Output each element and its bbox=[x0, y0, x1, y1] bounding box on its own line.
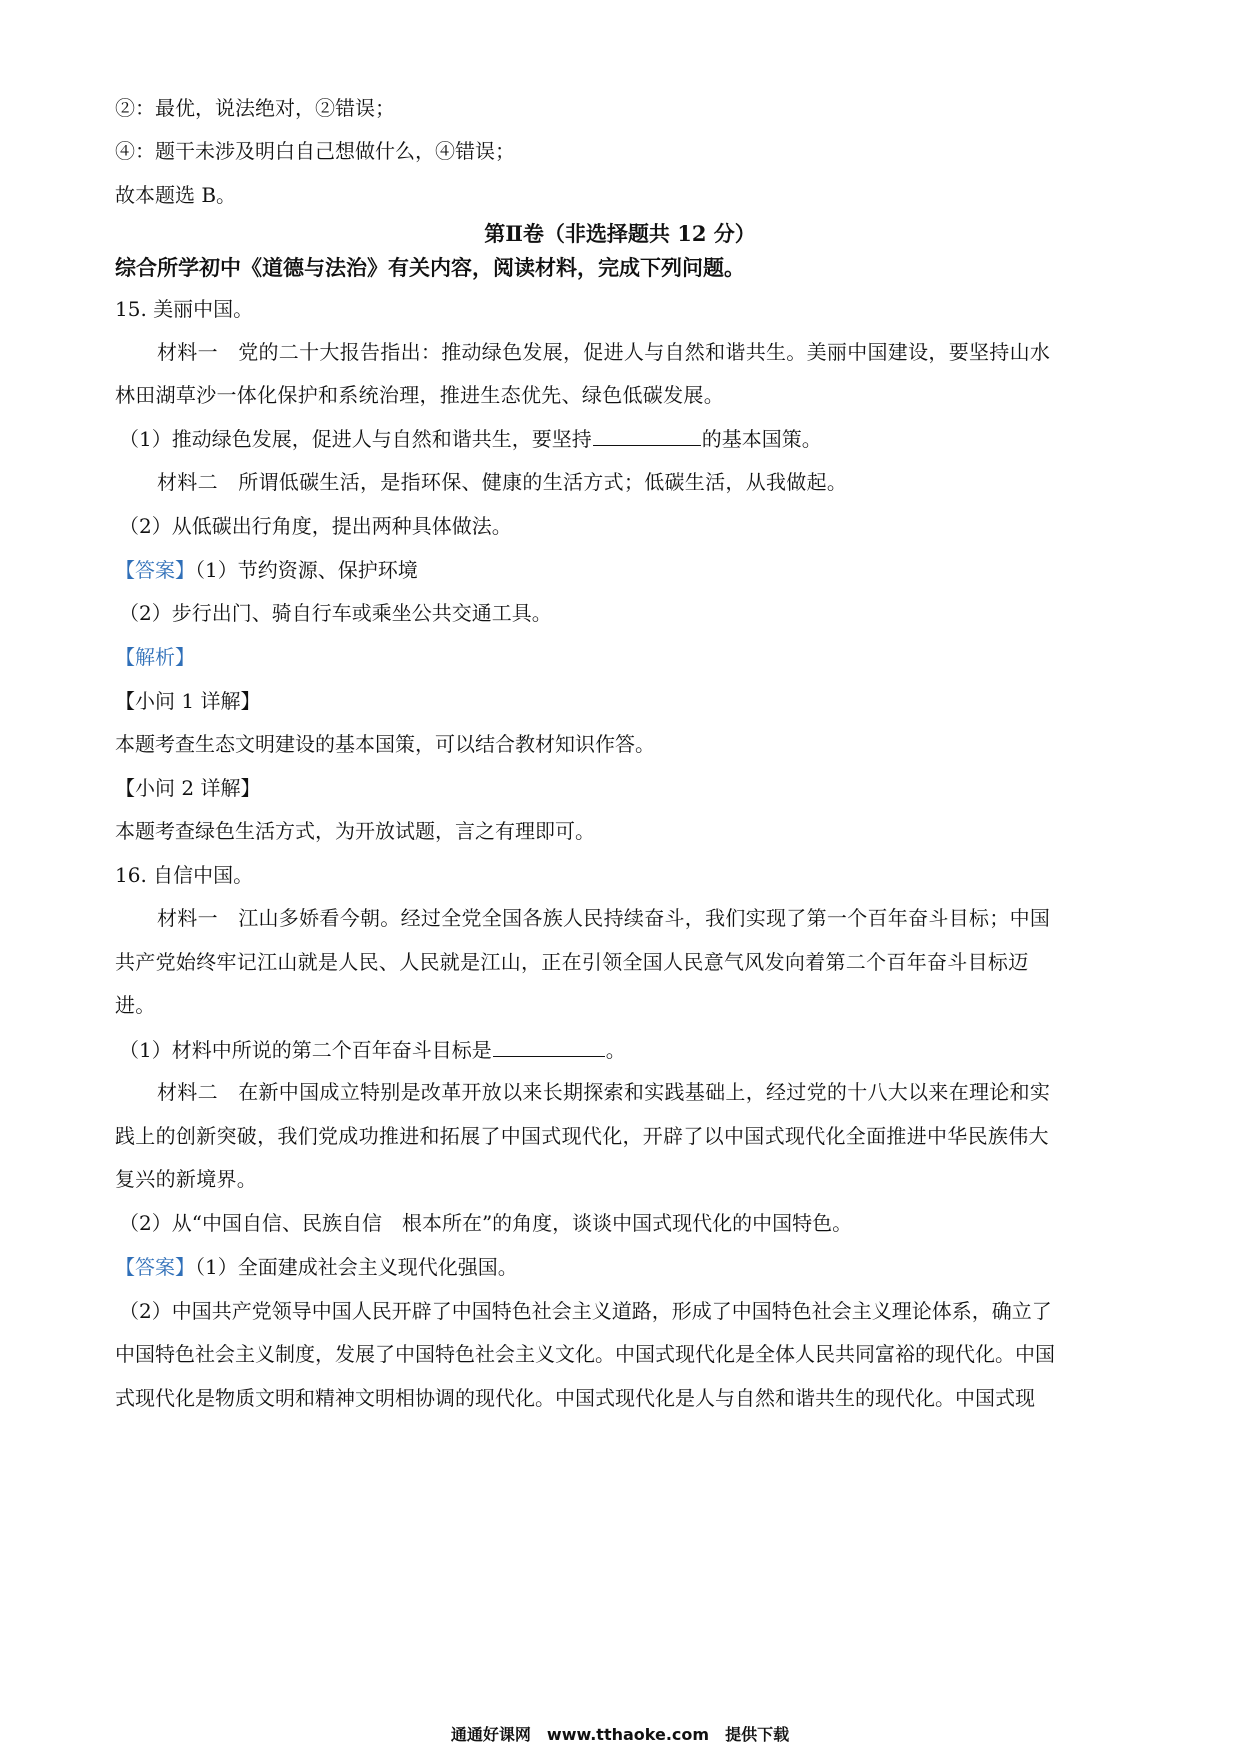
q16-material-2-cont: 践上的创新突破，我们党成功推进和拓展了中国式现代化，开辟了以中国式现代化全面推进中华民族伟大 bbox=[115, 1124, 1049, 1148]
q16-material-1-end: 进。 bbox=[115, 993, 156, 1017]
q16-material-1-cont: 共产党始终牢记江山就是人民、人民就是江山，正在引领全国人民意气风发向着第二个百年奋斗目标迈 bbox=[115, 950, 1029, 974]
q15-material-2: 材料二 所谓低碳生活，是指环保、健康的生活方式；低碳生活，从我做起。 bbox=[157, 470, 848, 494]
q15-subquestion-2: （2）从低碳出行角度，提出两种具体做法。 bbox=[119, 514, 512, 538]
page-footer: 通通好课网 www.tthaoke.com 提供下载 bbox=[450, 1725, 790, 1744]
q16-answer-2-cont: 中国特色社会主义制度，发展了中国特色社会主义文化。中国式现代化是全体人民共同富裕的现代化。中国 bbox=[115, 1342, 1055, 1366]
q16-subquestion-1 bbox=[119, 1035, 1139, 1065]
q15-q1-text-end: 的基本国策。 bbox=[701, 427, 822, 451]
q15-material-1-cont: 林田湖草沙一体化保护和系统治理，推进生态优先、绿色低碳发展。 bbox=[115, 383, 724, 407]
q16-q1-text-end: 。 bbox=[605, 1038, 626, 1062]
question-16-heading: 16. 自信中国。 bbox=[115, 863, 254, 887]
q16-answer-2-cont: 式现代化是物质文明和精神文明相协调的现代化。中国式现代化是人与自然和谐共生的现代化。中国式现 bbox=[115, 1386, 1035, 1410]
detail-2-tag: 【小问 2 详解】 bbox=[115, 776, 261, 800]
q15-answer bbox=[115, 555, 1135, 585]
q15-subquestion-1 bbox=[119, 424, 1139, 454]
q16-answer bbox=[115, 1252, 1135, 1282]
section-instruction: 综合所学初中《道德与法治》有关内容，阅读材料，完成下列问题。 bbox=[115, 255, 745, 280]
q15-answer-1: （1）节约资源、保护环境 bbox=[195, 558, 418, 582]
detail-1-tag: 【小问 1 详解】 bbox=[115, 689, 261, 713]
text-line: 故本题选 B。 bbox=[115, 183, 237, 207]
analysis-tag: 【解析】 bbox=[115, 645, 195, 669]
detail-1-text: 本题考查生态文明建设的基本国策，可以结合教材知识作答。 bbox=[115, 732, 655, 756]
q16-subquestion-2: （2）从“中国自信、民族自信 根本所在”的角度，谈谈中国式现代化的中国特色。 bbox=[119, 1211, 853, 1235]
q16-q1-text: （1）材料中所说的第二个百年奋斗目标是 bbox=[119, 1038, 492, 1062]
question-15-heading: 15. 美丽中国。 bbox=[115, 297, 254, 321]
answer-tag: 【答案】 bbox=[115, 558, 195, 582]
q15-answer-2: （2）步行出门、骑自行车或乘坐公共交通工具。 bbox=[119, 601, 552, 625]
q16-answer-1: （1）全面建成社会主义现代化强国。 bbox=[195, 1255, 518, 1279]
q16-material-2: 材料二 在新中国成立特别是改革开放以来长期探索和实践基础上，经过党的十八大以来在理论和实 bbox=[157, 1080, 1051, 1104]
section-title: 第Ⅱ卷（非选择题共 12 分） bbox=[484, 221, 756, 246]
answer-blank bbox=[493, 1036, 605, 1057]
q16-answer-2: （2）中国共产党领导中国人民开辟了中国特色社会主义道路，形成了中国特色社会主义理论体系，确立了 bbox=[119, 1299, 1052, 1323]
q15-q1-text: （1）推动绿色发展，促进人与自然和谐共生，要坚持 bbox=[119, 427, 592, 451]
text-line: ②：最优，说法绝对，②错误； bbox=[115, 96, 395, 120]
q15-material-1: 材料一 党的二十大报告指出：推动绿色发展，促进人与自然和谐共生。美丽中国建设，要坚持山水 bbox=[157, 340, 1051, 364]
q16-material-1: 材料一 江山多娇看今朝。经过全党全国各族人民持续奋斗，我们实现了第一个百年奋斗目标；中国 bbox=[157, 906, 1051, 930]
answer-tag: 【答案】 bbox=[115, 1255, 195, 1279]
q16-material-2-end: 复兴的新境界。 bbox=[115, 1167, 258, 1191]
detail-2-text: 本题考查绿色生活方式，为开放试题，言之有理即可。 bbox=[115, 819, 595, 843]
text-line: ④：题干未涉及明白自己想做什么，④错误； bbox=[115, 139, 515, 163]
answer-blank bbox=[593, 425, 701, 446]
